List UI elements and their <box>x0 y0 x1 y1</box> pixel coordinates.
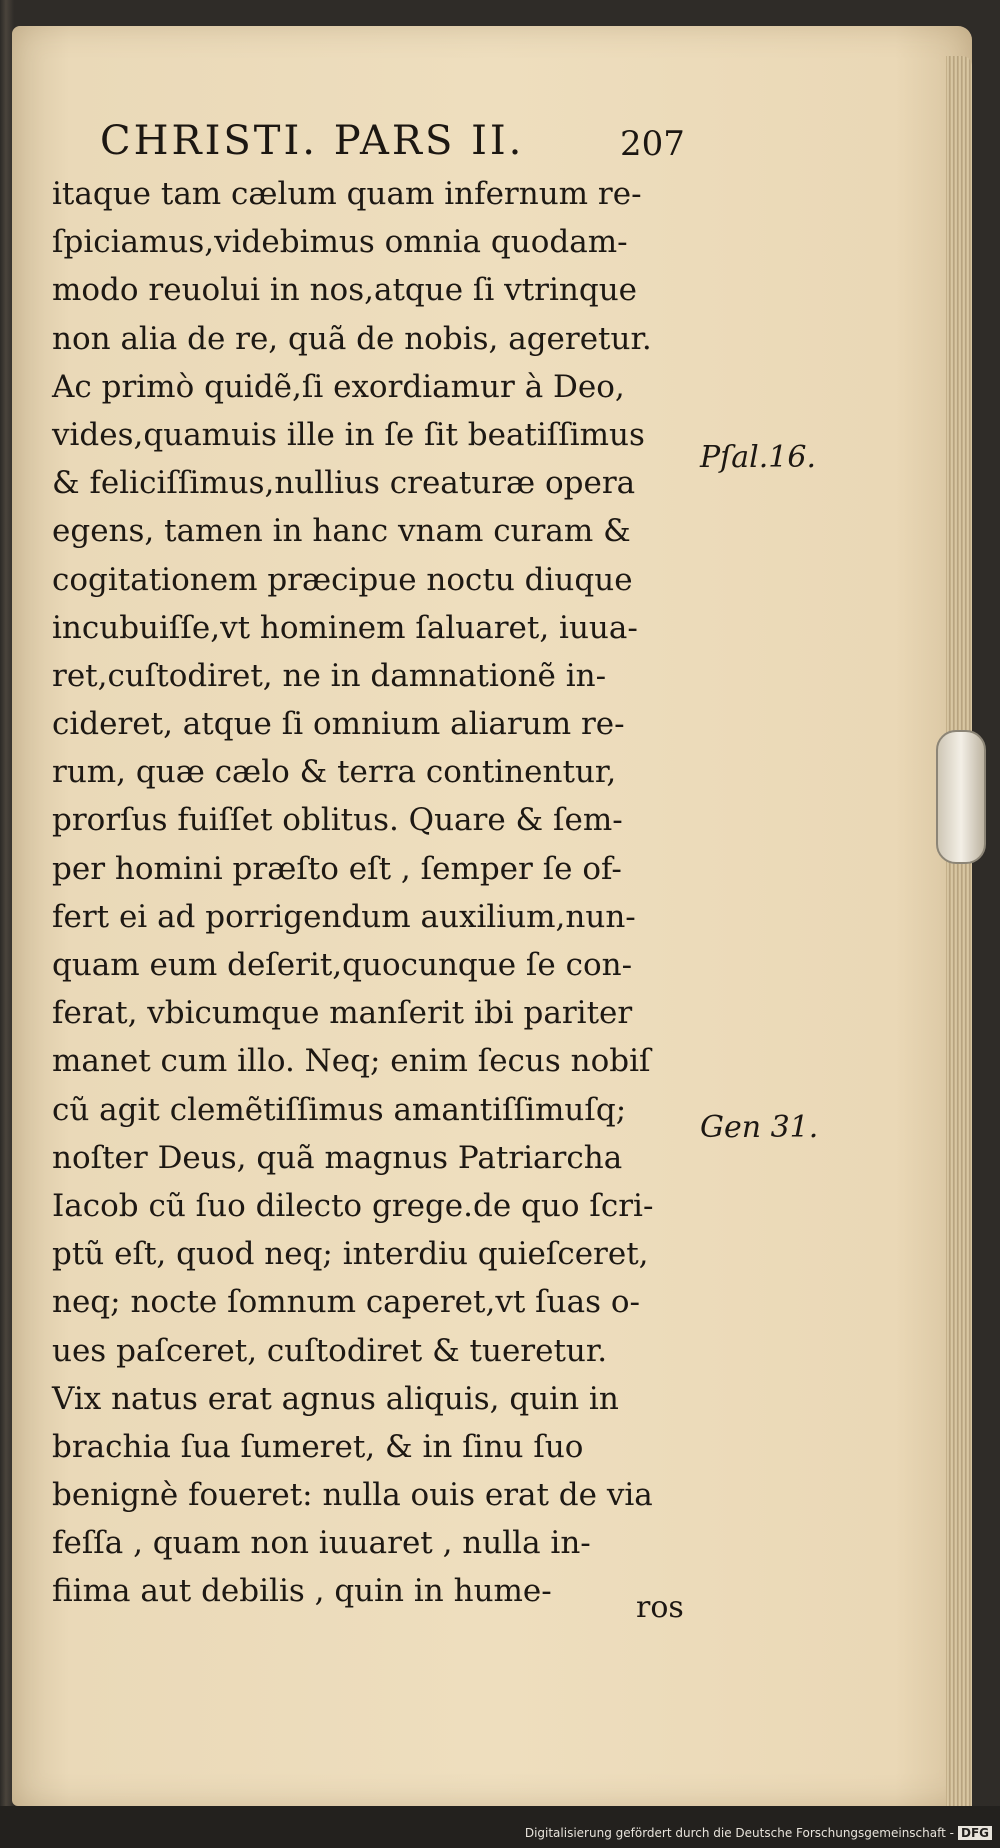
text-line: vides,quamuis ille in ſe ſit beatiſſimus <box>52 416 645 453</box>
body-text <box>52 170 692 1616</box>
text-line: ſpiciamus,videbimus omnia quodam- <box>52 224 628 261</box>
text-line: non alia de re, quã de nobis, ageretur. <box>52 320 652 357</box>
text-line: rum, quæ cælo & terra continentur, <box>52 754 617 791</box>
text-line: quam eum deſerit,quocunque ſe con- <box>52 947 633 983</box>
text-line: feſſa , quam non iuuaret , nulla in- <box>52 1525 591 1562</box>
text-line: incubuiſſe,vt hominem ſaluaret, iuua- <box>52 609 638 646</box>
text-line: Iacob cũ ſuo dilecto grege.de quo ſcri- <box>52 1187 654 1224</box>
text-line: itaque tam cælum quam infernum re- <box>52 176 642 212</box>
digitization-credit <box>525 1826 992 1840</box>
text-line: manet cum illo. Neq; enim ſecus nobiſ <box>52 1043 651 1080</box>
credit-text: Digitalisierung gefördert durch die Deutsche Forschungsgemeinschaft - <box>524 1826 954 1840</box>
text-line: ptũ eſt, quod neq; interdiu quieſceret, <box>52 1236 649 1273</box>
text-line: fiima aut debilis , quin in hume- <box>52 1573 552 1610</box>
text-line: ues paſceret, cuſtodiret & tueretur. <box>52 1332 608 1369</box>
text-line: neq; nocte ſomnum caperet,vt ſuas o- <box>52 1284 640 1321</box>
dfg-logo: DFG <box>958 1826 992 1840</box>
text-line: per homini præſto eſt , ſemper ſe of- <box>52 850 622 887</box>
text-line: ferat, vbicumque manſerit ibi pariter <box>52 995 633 1032</box>
text-line: ret,cuſtodiret, ne in damnationẽ in- <box>52 657 607 694</box>
catchword: ros <box>636 1590 684 1625</box>
text-line: cideret, atque ſi omnium aliarum re- <box>52 706 625 743</box>
page-number: 207 <box>620 124 685 164</box>
text-line: modo reuolui in nos,atque ſi vtrinque <box>52 272 638 309</box>
text-line: cogitationem præcipue noctu diuque <box>52 561 633 598</box>
text-line: & feliciſſimus,nullius creaturæ opera <box>52 465 636 502</box>
text-line: cũ agit clemẽtiſſimus amantiſſimuſq; <box>52 1091 627 1128</box>
page-clip <box>936 730 986 864</box>
text-line: noſter Deus, quã magnus Patriarcha <box>52 1139 623 1176</box>
text-line: prorſus fuiſſet oblitus. Quare & ſem- <box>52 802 623 839</box>
text-line: egens, tamen in hanc vnam curam & <box>52 513 631 550</box>
text-line: fert ei ad porrigendum auxilium,nun- <box>52 898 636 935</box>
text-line: brachia ſua ſumeret, & in ſinu ſuo <box>52 1428 584 1465</box>
marginal-note: Pſal.16. <box>700 440 817 475</box>
running-head: CHRISTI. PARS II. <box>100 118 525 164</box>
text-line: Ac primò quidẽ,ſi exordiamur à Deo, <box>52 368 625 405</box>
page-fore-edge <box>946 56 972 1824</box>
text-line: benignè foueret: nulla ouis erat de via <box>52 1477 653 1514</box>
text-line: Vix natus erat agnus aliquis, quin in <box>52 1380 619 1417</box>
marginal-note: Gen 31. <box>700 1110 819 1145</box>
